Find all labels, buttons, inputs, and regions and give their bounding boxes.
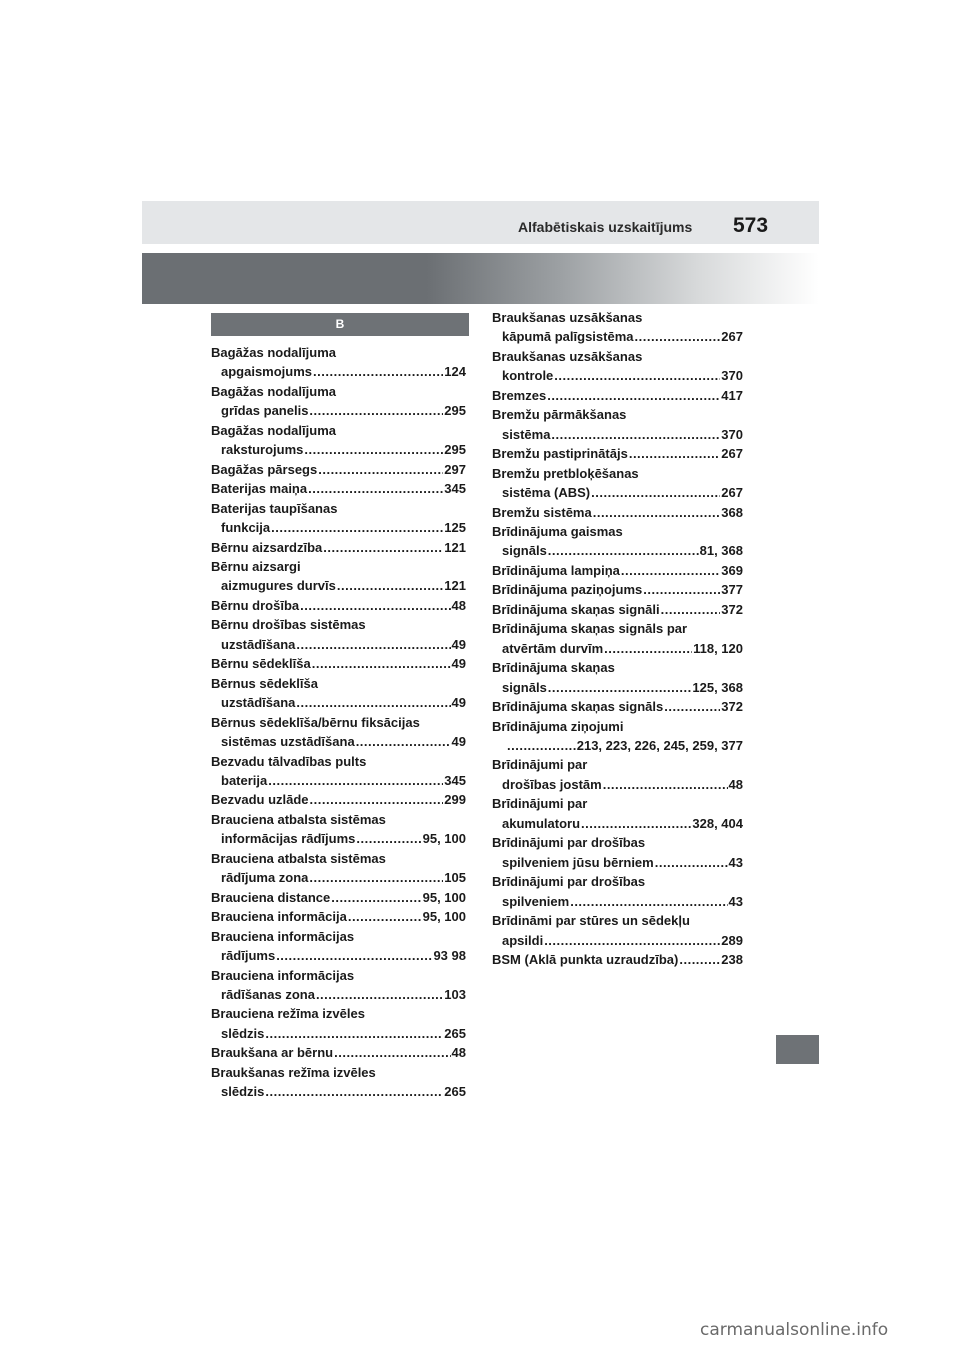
index-entry-page[interactable]: 372: [721, 699, 743, 715]
index-entry-text: baterija: [221, 772, 268, 788]
index-entry-text: Braukšanas uzsākšanas: [492, 348, 643, 364]
index-entry: [492, 444, 743, 463]
index-entry-term: [211, 421, 466, 440]
section-letter-header: B: [211, 313, 469, 336]
index-entry-page[interactable]: 124: [444, 364, 466, 380]
index-entry-page[interactable]: 370: [721, 426, 743, 442]
index-entry-text: Brīdinājuma skaņas signāls par: [492, 621, 688, 637]
dot-leader: [603, 775, 728, 794]
dot-leader: [265, 1024, 443, 1043]
index-entry: [492, 872, 743, 911]
index-entry-term: [492, 950, 743, 969]
index-entry-page[interactable]: 105: [444, 870, 466, 886]
index-entry-text: Brīdinājuma skaņas: [492, 660, 615, 676]
index-entry-term-continued: [211, 518, 466, 537]
index-entry-page[interactable]: 213, 223, 226, 245, 259, 377: [576, 737, 743, 753]
index-entry-text: spilveniem: [502, 893, 570, 909]
dot-leader: [635, 327, 721, 346]
dot-leader: [591, 483, 720, 502]
index-entry-page[interactable]: 43: [728, 854, 743, 870]
index-entry-text: Bremzes: [492, 387, 547, 403]
dot-leader: [348, 907, 422, 926]
index-entry-term: [492, 386, 743, 405]
index-entry: [492, 561, 743, 580]
index-entry-text: Brauciena informācijas: [211, 967, 355, 983]
index-entry-term: [211, 460, 466, 479]
dot-leader: [661, 600, 721, 619]
index-entry-term: [492, 580, 743, 599]
index-entry-term: [211, 674, 466, 693]
index-entry: [211, 596, 466, 615]
index-entry-term: [211, 479, 466, 498]
index-entry-text: Braukšana ar bērnu: [211, 1045, 334, 1061]
index-entry-page[interactable]: 267: [721, 329, 743, 345]
index-entry: [492, 697, 743, 716]
index-entry-term: [211, 966, 466, 985]
index-entry: [211, 674, 466, 713]
index-entry-page[interactable]: 370: [721, 368, 743, 384]
index-entry-text: raksturojums: [221, 442, 304, 458]
index-entry-text: Brīdinājuma lampiņa: [492, 562, 620, 578]
index-entry-term: [492, 600, 743, 619]
index-entry-text: signāls: [502, 679, 547, 695]
index-entry-text: Baterijas maiņa: [211, 481, 308, 497]
index-entry-page[interactable]: 368: [721, 504, 743, 520]
index-entry-text: Bērnu drošības sistēmas: [211, 617, 366, 633]
index-entry-page[interactable]: 49: [451, 656, 466, 672]
index-entry-term-continued: [211, 1024, 466, 1043]
index-entry-text: spilveniem jūsu bērniem: [502, 854, 654, 870]
index-entry-text: Brauciena atbalsta sistēmas: [211, 850, 386, 866]
index-entry-term: [492, 755, 743, 774]
dot-leader: [318, 460, 443, 479]
index-entry: [211, 538, 466, 557]
index-column-left: [211, 343, 466, 1102]
index-entry-text: Brīdinājuma ziņojumi: [492, 718, 624, 734]
dot-leader: [265, 1082, 443, 1101]
index-entry-text: Bagāžas pārsegs: [211, 461, 318, 477]
index-entry-text: drošības jostām: [502, 776, 602, 792]
index-entry: [492, 308, 743, 347]
index-entry: [492, 522, 743, 561]
index-entry-text: atvērtām durvīm: [502, 640, 604, 656]
index-entry-term-continued: [492, 425, 743, 444]
index-entry: [492, 911, 743, 950]
index-entry-text: Brīdinājuma skaņas signāls: [492, 699, 664, 715]
index-entry-term: [492, 911, 743, 930]
index-entry: [211, 927, 466, 966]
index-entry-text: rādījums: [221, 948, 276, 964]
index-entry: [211, 888, 466, 907]
index-entry-term: [492, 561, 743, 580]
index-entry: [211, 713, 466, 752]
index-entry-text: Bērnu sēdeklīša: [211, 656, 311, 672]
index-entry-term-continued: [492, 678, 743, 697]
index-entry: [211, 499, 466, 538]
dot-leader: [331, 888, 421, 907]
index-entry: [211, 907, 466, 926]
index-entry-text: kontrole: [502, 368, 554, 384]
index-entry-text: BSM (Aklā punkta uzraudzība): [492, 951, 679, 967]
index-entry-term: [211, 343, 466, 362]
index-entry-term: [492, 464, 743, 483]
index-entry-text: Bagāžas nodalījuma: [211, 345, 336, 360]
index-entry: [211, 752, 466, 791]
index-entry-text: Brauciena režīma izvēles: [211, 1006, 365, 1022]
index-entry-term-continued: [492, 327, 743, 346]
index-entry-text: Brīdinājuma paziņojums: [492, 582, 643, 598]
dot-leader: [300, 596, 450, 615]
index-entry-term: [211, 538, 466, 557]
index-entry-term: [211, 810, 466, 829]
index-entry-page[interactable]: 48: [728, 776, 743, 792]
index-entry-term: [211, 790, 466, 809]
index-entry: [211, 479, 466, 498]
index-entry-page[interactable]: 265: [444, 1025, 466, 1041]
header-bar: [142, 201, 819, 244]
index-entry-text: slēdzis: [221, 1025, 265, 1041]
dot-leader: [655, 853, 728, 872]
index-entry-term: [211, 615, 466, 634]
index-entry-text: uzstādīšana: [221, 636, 296, 652]
index-entry-term: [211, 1004, 466, 1023]
dot-leader: [316, 985, 443, 1004]
dot-leader: [309, 401, 443, 420]
index-entry: [211, 343, 466, 382]
index-entry-term-continued: [211, 985, 466, 1004]
index-entry-text: Brīdinājumi par drošības: [492, 835, 646, 851]
index-entry-text: akumulatoru: [502, 815, 581, 831]
index-entry-text: Bremžu sistēma: [492, 504, 592, 520]
index-entry-text: Bērnu drošība: [211, 597, 300, 613]
index-entry-text: Bērnus sēdeklīša: [211, 675, 318, 691]
index-entry: [211, 790, 466, 809]
dot-leader: [271, 518, 443, 537]
index-entry-text: sistēmas uzstādīšana: [221, 734, 355, 750]
index-entry-page[interactable]: 267: [721, 446, 743, 462]
index-entry: [492, 503, 743, 522]
index-entry-text: Brīdinājumi par: [492, 796, 588, 812]
index-entry-page[interactable]: 49: [451, 734, 466, 750]
index-entry: [492, 600, 743, 619]
index-entry-term-continued: [211, 362, 466, 381]
index-entry-page[interactable]: 345: [444, 772, 466, 788]
index-entry-term-continued: [211, 829, 466, 848]
index-entry-text: Brauciena informācijas: [211, 928, 355, 944]
dot-leader: [337, 576, 443, 595]
index-entry: [211, 966, 466, 1005]
index-entry-text: kāpumā palīgsistēma: [502, 329, 634, 345]
index-entry-term: [211, 1043, 466, 1062]
dot-leader: [507, 736, 576, 755]
index-entry-term-continued: [211, 732, 466, 751]
index-entry-page[interactable]: 49: [451, 636, 466, 652]
index-entry: [492, 347, 743, 386]
index-entry-text: sistēma: [502, 426, 551, 442]
index-entry-page[interactable]: 299: [444, 792, 466, 808]
index-entry-text: grīdas panelis: [221, 403, 309, 419]
index-entry: [211, 421, 466, 460]
dot-leader: [548, 541, 699, 560]
index-entry-term-continued: [211, 576, 466, 595]
index-entry-term: [211, 849, 466, 868]
dot-leader: [312, 654, 451, 673]
index-entry-term: [211, 382, 466, 401]
index-entry: [211, 557, 466, 596]
index-entry-term: [211, 907, 466, 926]
page-header-title: Alfabētiskais uzskaitījums: [518, 219, 693, 235]
index-entry-text: Brauciena atbalsta sistēmas: [211, 811, 386, 827]
dot-leader: [581, 814, 691, 833]
index-entry-text: Bezvadu uzlāde: [211, 792, 309, 808]
index-entry-term: [211, 888, 466, 907]
index-entry: [211, 1004, 466, 1043]
index-entry-term: [492, 308, 743, 327]
index-entry: [211, 382, 466, 421]
index-entry-term: [492, 794, 743, 813]
index-entry-page[interactable]: 125: [444, 520, 466, 536]
index-entry-term-continued: [492, 736, 743, 755]
index-entry-term: [211, 596, 466, 615]
dot-leader: [276, 946, 432, 965]
index-entry-term-continued: [211, 868, 466, 887]
index-entry-page[interactable]: 103: [444, 986, 466, 1002]
index-entry-term-continued: [492, 814, 743, 833]
index-entry-text: Bagāžas nodalījuma: [211, 422, 336, 438]
index-entry-text: signāls: [502, 543, 547, 559]
index-entry-term: [492, 405, 743, 424]
index-entry-term: [492, 619, 743, 638]
index-entry-term: [492, 444, 743, 463]
index-entry-text: funkcija: [221, 520, 271, 536]
index-entry-term: [211, 557, 466, 576]
index-entry-text: Brīdinājuma gaismas: [492, 523, 623, 539]
index-entry-page[interactable]: 118, 120: [693, 640, 743, 656]
index-entry-text: Bērnu aizsargi: [211, 558, 301, 574]
index-entry-term-continued: [492, 639, 743, 658]
index-entry-page[interactable]: 93 98: [433, 948, 466, 964]
index-entry-term: [492, 833, 743, 852]
index-entry-text: Bezvadu tālvadības pults: [211, 753, 367, 769]
dot-leader: [356, 829, 421, 848]
index-entry: [492, 386, 743, 405]
index-entry-term-continued: [492, 892, 743, 911]
index-entry: [492, 658, 743, 697]
decorative-gradient-band: [142, 253, 819, 304]
dot-leader: [629, 444, 720, 463]
index-entry-text: informācijas rādījums: [221, 831, 356, 847]
dot-leader: [621, 561, 720, 580]
index-entry-text: slēdzis: [221, 1084, 265, 1100]
index-entry-term: [492, 872, 743, 891]
index-entry: [492, 619, 743, 658]
index-entry: [492, 755, 743, 794]
index-entry-text: Brīdināmi par stūres un sēdekļu: [492, 913, 690, 929]
index-entry-term: [211, 1063, 466, 1082]
index-entry-text: Brīdinājumi par: [492, 757, 588, 773]
index-entry-page[interactable]: 267: [721, 485, 743, 501]
index-entry-term-continued: [492, 483, 743, 502]
index-entry-term-continued: [492, 853, 743, 872]
index-entry: [211, 460, 466, 479]
index-entry-term: [492, 717, 743, 736]
index-entry-page[interactable]: 121: [444, 539, 466, 555]
index-entry-page[interactable]: 369: [721, 562, 743, 578]
index-entry-term-continued: [211, 693, 466, 712]
index-entry-term: [211, 654, 466, 673]
index-entry-page[interactable]: 265: [444, 1084, 466, 1100]
index-entry-text: rādījuma zona: [221, 870, 309, 886]
index-entry-term: [492, 522, 743, 541]
index-entry-term: [492, 347, 743, 366]
index-entry-page[interactable]: 297: [444, 461, 466, 477]
index-entry-page[interactable]: 125, 368: [692, 679, 743, 695]
index-entry-term: [211, 927, 466, 946]
dot-leader: [679, 950, 720, 969]
index-entry: [211, 1043, 466, 1062]
index-entry-page[interactable]: 121: [444, 578, 466, 594]
index-entry-page[interactable]: 295: [444, 442, 466, 458]
index-entry-page[interactable]: 345: [444, 481, 466, 497]
index-entry-term: [211, 499, 466, 518]
dot-leader: [310, 790, 444, 809]
index-entry-term: [211, 752, 466, 771]
dot-leader: [554, 366, 720, 385]
index-entry-page[interactable]: 95, 100: [422, 909, 466, 925]
dot-leader: [334, 1043, 450, 1062]
index-entry-page[interactable]: 377: [721, 582, 743, 598]
index-entry-term-continued: [211, 946, 466, 965]
index-entry-term: [492, 503, 743, 522]
dot-leader: [664, 697, 720, 716]
index-entry-page[interactable]: 417: [721, 387, 743, 403]
index-entry-page[interactable]: 238: [721, 951, 743, 967]
index-entry-text: Brīdinājuma skaņas signāli: [492, 601, 660, 617]
page-number: 573: [733, 214, 769, 237]
index-entry-page[interactable]: 81, 368: [699, 543, 743, 559]
index-entry-term-continued: [211, 440, 466, 459]
index-entry-text: sistēma (ABS): [502, 485, 591, 501]
dot-leader: [296, 635, 450, 654]
index-entry-page[interactable]: 372: [721, 601, 743, 617]
index-entry-term-continued: [211, 635, 466, 654]
index-entry-text: aizmugures durvīs: [221, 578, 336, 594]
dot-leader: [593, 503, 721, 522]
index-entry: [211, 1063, 466, 1102]
index-entry-text: Bagāžas nodalījuma: [211, 383, 336, 399]
dot-leader: [323, 538, 443, 557]
dot-leader: [356, 732, 451, 751]
index-entry: [211, 849, 466, 888]
index-entry-text: Bremžu pretbloķēšanas: [492, 465, 639, 481]
dot-leader: [309, 868, 443, 887]
index-entry-text: uzstādīšana: [221, 695, 296, 711]
index-entry: [211, 615, 466, 654]
index-entry-page[interactable]: 289: [721, 932, 743, 948]
index-entry-page[interactable]: 49: [451, 695, 466, 711]
dot-leader: [643, 580, 720, 599]
index-entry-text: Baterijas taupīšanas: [211, 500, 338, 516]
index-entry-text: Bremžu pārmākšanas: [492, 407, 627, 423]
dot-leader: [296, 693, 450, 712]
index-entry-term-continued: [211, 1082, 466, 1101]
index-entry-text: apsildi: [502, 932, 544, 948]
dot-leader: [304, 440, 443, 459]
watermark-text: carmanualsonline.info: [700, 1320, 889, 1340]
index-entry-term-continued: [492, 931, 743, 950]
index-entry-text: rādīšanas zona: [221, 986, 315, 1002]
index-entry-term-continued: [211, 771, 466, 790]
index-entry-term-continued: [492, 775, 743, 794]
dot-leader: [551, 425, 720, 444]
index-entry-page[interactable]: 95, 100: [422, 831, 466, 847]
index-entry-term-continued: [492, 541, 743, 560]
index-entry-term: [492, 697, 743, 716]
index-entry-page[interactable]: 43: [728, 893, 743, 909]
index-entry-term-continued: [492, 366, 743, 385]
index-entry: [492, 717, 743, 756]
dot-leader: [544, 931, 720, 950]
index-entry-text: Brīdinājumi par drošības: [492, 874, 646, 890]
index-entry-text: Bērnus sēdeklīša/bērnu fiksācijas: [211, 714, 420, 730]
index-entry-text: apgaismojums: [221, 364, 313, 380]
index-entry-term-continued: [211, 401, 466, 420]
index-entry: [492, 794, 743, 833]
index-entry: [492, 464, 743, 503]
index-entry-text: Braukšanas režīma izvēles: [211, 1064, 376, 1080]
dot-leader: [570, 892, 727, 911]
index-entry: [492, 833, 743, 872]
index-entry-text: Brauciena distance: [211, 889, 331, 905]
dot-leader: [268, 771, 443, 790]
index-entry-text: Brauciena informācija: [211, 909, 347, 925]
index-entry: [211, 810, 466, 849]
index-entry-page[interactable]: 295: [444, 403, 466, 419]
dot-leader: [313, 362, 443, 381]
dot-leader: [604, 639, 692, 658]
dot-leader: [308, 479, 443, 498]
index-entry-text: Braukšanas uzsākšanas: [492, 310, 643, 325]
chapter-side-tab: [776, 1035, 819, 1064]
index-entry: [492, 405, 743, 444]
index-entry: [492, 950, 743, 969]
dot-leader: [547, 386, 720, 405]
index-entry-page[interactable]: 95, 100: [422, 889, 466, 905]
index-entry-term: [211, 713, 466, 732]
index-entry-page[interactable]: 328, 404: [692, 815, 743, 831]
index-entry-text: Bērnu aizsardzība: [211, 539, 323, 555]
index-entry-text: Bremžu pastiprinātājs: [492, 446, 628, 462]
dot-leader: [548, 678, 692, 697]
index-entry: [211, 654, 466, 673]
index-entry: [492, 580, 743, 599]
index-column-right: [492, 308, 743, 969]
index-entry-page[interactable]: 48: [451, 1045, 466, 1061]
index-entry-page[interactable]: 48: [451, 597, 466, 613]
index-entry-term: [492, 658, 743, 677]
